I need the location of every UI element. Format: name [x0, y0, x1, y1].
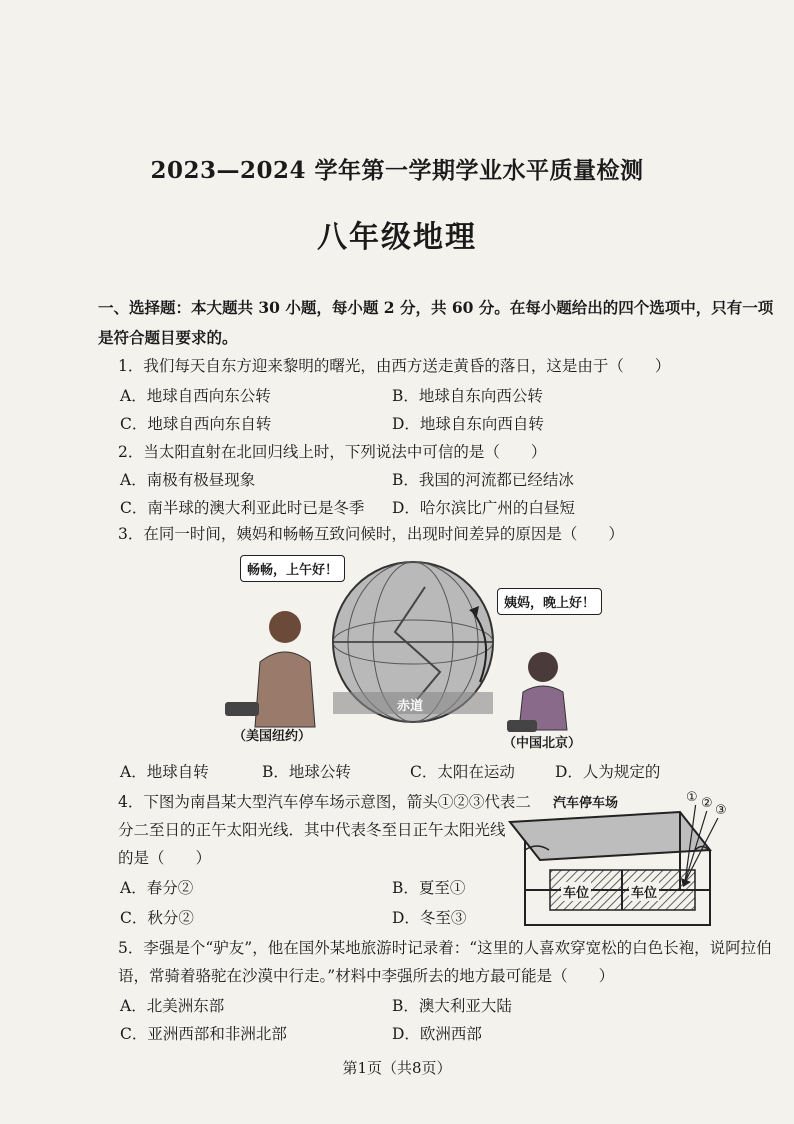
- exam-subject: 八年级地理: [317, 220, 477, 255]
- question-4-stem-line3: 的是（ ）: [118, 849, 212, 867]
- question-5-option-b: B．澳大利亚大陆: [392, 997, 512, 1015]
- exam-title: 2023—2024 学年第一学期学业水平质量检测: [150, 157, 644, 184]
- question-3-option-b: B．地球公转: [262, 763, 351, 781]
- speech-bubble-right: 姨妈，晚上好！: [497, 588, 602, 615]
- speech-bubble-left: 畅畅，上午好！: [240, 555, 345, 582]
- question-1-option-c: C．地球自西向东自转: [120, 415, 272, 433]
- section-intro-line1: 一、选择题：本大题共 30 小题，每小题 2 分，共 60 分。在每小题给出的四个选项中，只有一项: [98, 298, 774, 317]
- question-5-stem-line1: 5．李强是个“驴友”，他在国外某地旅游时记录着：“这里的人喜欢穿宽松的白色长袍，说阿拉伯: [118, 939, 772, 957]
- question-5-option-d: D．欧洲西部: [392, 1025, 482, 1043]
- question-1-option-b: B．地球自东向西公转: [392, 387, 543, 405]
- question-1-stem: 1．我们每天自东方迎来黎明的曙光，由西方送走黄昏的落日，这是由于（ ）: [118, 357, 671, 375]
- question-2-option-b: B．我国的河流都已经结冰: [392, 471, 574, 489]
- question-4-stem-line1: 4．下图为南昌某大型汽车停车场示意图，箭头①②③代表二: [118, 793, 531, 811]
- question-2-stem: 2．当太阳直射在北回归线上时，下列说法中可信的是（ ）: [118, 443, 547, 461]
- ray-label-1: ①: [686, 790, 698, 805]
- section-intro-line2: 是符合题目要求的。: [98, 328, 238, 347]
- question-1-option-a: A．地球自西向东公转: [120, 387, 271, 405]
- question-4-figure: [505, 790, 730, 940]
- ray-label-2: ②: [701, 796, 713, 811]
- question-2-option-d: D．哈尔滨比广州的白昼短: [392, 499, 575, 517]
- parking-slot-label-2: 车位: [629, 882, 659, 901]
- question-1-option-d: D．地球自东向西自转: [392, 415, 544, 433]
- equator-label: 赤道: [397, 699, 424, 714]
- question-3-option-d: D．人为规定的: [555, 763, 661, 781]
- question-2-option-a: A．南极有极昼现象: [120, 471, 256, 489]
- caption-beijing: （中国北京）: [503, 736, 582, 751]
- page-footer: 第1页（共8页）: [342, 1059, 452, 1077]
- parking-lot-diagram: [505, 790, 730, 940]
- question-4-option-d: D．冬至③: [392, 909, 467, 927]
- question-4-stem-line2: 分二至日的正午太阳光线．其中代表冬至日正午太阳光线: [118, 821, 506, 839]
- parking-slot-label-1: 车位: [561, 882, 591, 901]
- parking-lot-title: 汽车停车场: [553, 796, 619, 811]
- question-3-option-c: C．太阳在运动: [410, 763, 515, 781]
- question-4-option-a: A．春分②: [120, 879, 194, 897]
- ray-label-3: ③: [715, 803, 727, 818]
- question-4-option-b: B．夏至①: [392, 879, 466, 897]
- question-3-stem: 3．在同一时间，姨妈和畅畅互致问候时，出现时间差异的原因是（ ）: [118, 525, 624, 543]
- question-5-stem-line2: 语，常骑着骆驼在沙漠中行走。”材料中李强所去的地方最可能是（ ）: [118, 967, 615, 985]
- question-2-option-c: C．南半球的澳大利亚此时已是冬季: [120, 499, 365, 517]
- question-5-option-c: C．亚洲西部和非洲北部: [120, 1025, 287, 1043]
- time-zone-illustration: [225, 552, 615, 752]
- question-4-option-c: C．秋分②: [120, 909, 194, 927]
- question-5-option-a: A．北美洲东部: [120, 997, 225, 1015]
- question-3-option-a: A．地球自转: [120, 763, 209, 781]
- question-3-figure: [225, 552, 615, 752]
- caption-new-york: （美国纽约）: [233, 729, 312, 744]
